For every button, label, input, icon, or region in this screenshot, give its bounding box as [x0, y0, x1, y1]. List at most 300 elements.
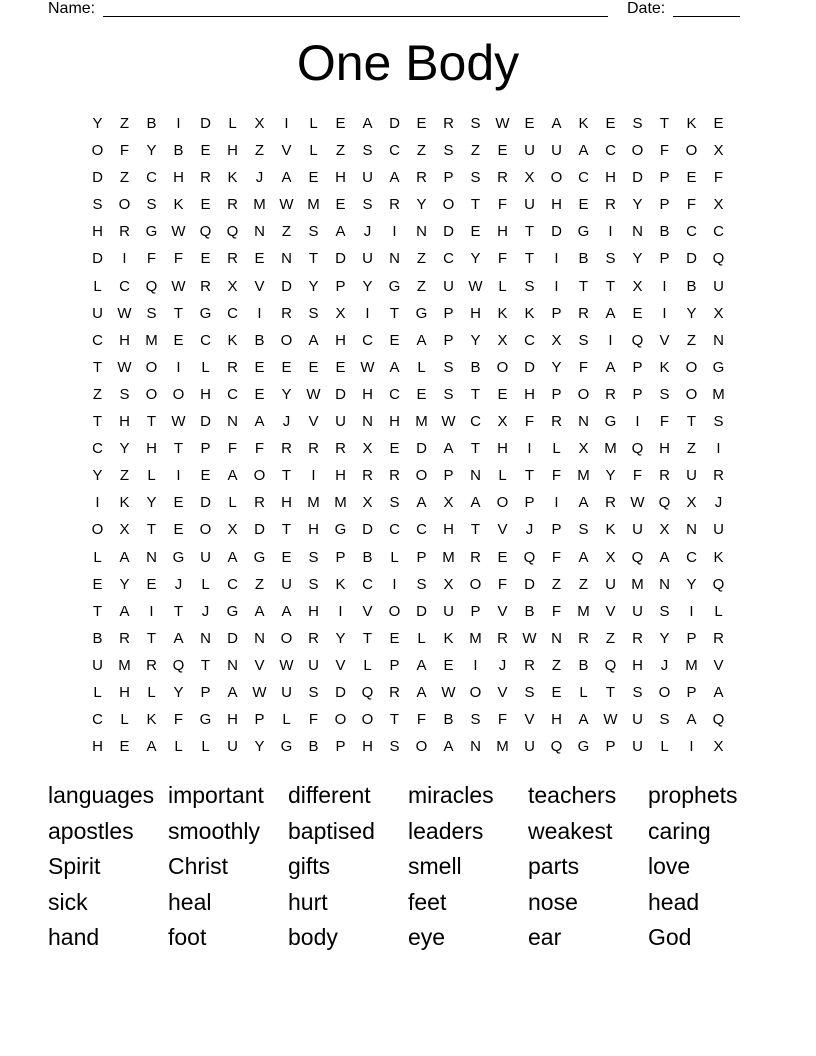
grid-letter[interactable]: J — [498, 656, 507, 674]
grid-letter[interactable]: E — [335, 358, 346, 376]
grid-letter[interactable]: F — [497, 250, 508, 268]
grid-letter[interactable]: X — [119, 521, 130, 539]
grid-letter[interactable]: V — [497, 683, 508, 701]
grid-letter[interactable]: I — [311, 467, 316, 485]
grid-letter[interactable]: U — [92, 304, 103, 322]
grid-letter[interactable]: T — [470, 196, 481, 214]
grid-letter[interactable]: A — [254, 413, 265, 431]
grid-letter[interactable]: N — [470, 738, 481, 756]
grid-letter[interactable]: P — [254, 711, 265, 729]
grid-letter[interactable]: I — [284, 115, 289, 132]
grid-letter[interactable]: S — [470, 169, 481, 187]
grid-letter[interactable]: H — [119, 331, 130, 349]
grid-letter[interactable]: U — [686, 467, 697, 485]
grid-letter[interactable]: I — [122, 250, 127, 268]
grid-letter[interactable]: S — [578, 331, 589, 349]
grid-letter[interactable]: G — [388, 277, 401, 295]
grid-letter[interactable]: H — [389, 413, 400, 431]
grid-letter[interactable]: I — [365, 304, 370, 322]
grid-letter[interactable]: V — [605, 602, 616, 620]
grid-letter[interactable]: L — [417, 358, 426, 376]
grid-letter[interactable]: F — [308, 711, 319, 729]
grid-letter[interactable]: U — [551, 142, 562, 160]
grid-letter[interactable]: Z — [281, 223, 292, 241]
grid-letter[interactable]: U — [281, 683, 292, 701]
grid-letter[interactable]: R — [146, 656, 157, 674]
grid-letter[interactable]: N — [254, 629, 265, 647]
grid-letter[interactable]: F — [173, 250, 184, 268]
grid-letter[interactable]: D — [335, 250, 346, 268]
grid-letter[interactable]: I — [554, 494, 559, 512]
grid-letter[interactable]: D — [254, 521, 265, 539]
grid-letter[interactable]: Y — [605, 467, 616, 485]
grid-letter[interactable]: M — [253, 196, 266, 214]
grid-letter[interactable]: A — [605, 358, 616, 376]
grid-letter[interactable]: R — [227, 250, 238, 268]
grid-letter[interactable]: L — [309, 142, 318, 160]
grid-letter[interactable]: O — [550, 169, 563, 187]
grid-letter[interactable]: I — [95, 494, 100, 512]
grid-letter[interactable]: Z — [254, 142, 265, 160]
grid-letter[interactable]: T — [200, 656, 211, 674]
grid-letter[interactable]: U — [362, 169, 373, 187]
grid-letter[interactable]: E — [119, 738, 130, 756]
grid-letter[interactable]: L — [147, 467, 156, 485]
grid-letter[interactable]: Y — [632, 196, 643, 214]
grid-letter[interactable]: Y — [308, 277, 319, 295]
grid-letter[interactable]: E — [281, 548, 292, 566]
grid-letter[interactable]: T — [92, 602, 103, 620]
grid-letter[interactable]: U — [632, 711, 643, 729]
grid-letter[interactable]: Y — [362, 277, 373, 295]
grid-letter[interactable]: F — [254, 440, 265, 458]
grid-letter[interactable]: C — [119, 277, 130, 295]
grid-letter[interactable]: E — [389, 331, 400, 349]
grid-letter[interactable]: Q — [145, 277, 158, 295]
grid-letter[interactable]: P — [443, 331, 454, 349]
grid-letter[interactable]: W — [630, 494, 645, 512]
grid-letter[interactable]: C — [92, 440, 103, 458]
grid-letter[interactable]: N — [470, 467, 481, 485]
grid-letter[interactable]: L — [552, 440, 561, 458]
grid-letter[interactable]: N — [713, 331, 724, 349]
grid-letter[interactable]: T — [524, 467, 535, 485]
grid-letter[interactable]: H — [119, 413, 130, 431]
grid-letter[interactable]: L — [201, 358, 210, 376]
grid-letter[interactable]: Z — [416, 250, 427, 268]
grid-letter[interactable]: T — [362, 629, 373, 647]
grid-letter[interactable]: V — [335, 656, 346, 674]
grid-letter[interactable]: W — [468, 277, 483, 295]
grid-letter[interactable]: L — [498, 277, 507, 295]
name-blank-line[interactable] — [103, 16, 608, 17]
grid-letter[interactable]: M — [577, 602, 590, 620]
grid-letter[interactable]: H — [335, 331, 346, 349]
grid-letter[interactable]: F — [659, 142, 670, 160]
grid-letter[interactable]: L — [660, 738, 669, 756]
grid-letter[interactable]: X — [713, 142, 724, 160]
grid-letter[interactable]: Z — [686, 440, 697, 458]
grid-letter[interactable]: T — [92, 413, 103, 431]
grid-letter[interactable]: E — [308, 169, 319, 187]
grid-letter[interactable]: F — [686, 196, 697, 214]
grid-letter[interactable]: Y — [119, 575, 130, 593]
grid-letter[interactable]: Y — [686, 304, 697, 322]
grid-letter[interactable]: A — [416, 656, 427, 674]
grid-letter[interactable]: R — [200, 169, 211, 187]
grid-letter[interactable]: E — [335, 115, 346, 132]
grid-letter[interactable]: Q — [604, 656, 617, 674]
grid-letter[interactable]: N — [578, 413, 589, 431]
grid-letter[interactable]: H — [173, 169, 184, 187]
grid-letter[interactable]: V — [281, 142, 292, 160]
grid-letter[interactable]: Y — [659, 629, 670, 647]
grid-letter[interactable]: L — [309, 115, 318, 132]
grid-letter[interactable]: Q — [631, 440, 644, 458]
grid-letter[interactable]: X — [605, 548, 616, 566]
grid-letter[interactable]: T — [146, 629, 157, 647]
grid-letter[interactable]: G — [199, 711, 212, 729]
grid-letter[interactable]: L — [201, 575, 210, 593]
grid-letter[interactable]: Q — [631, 548, 644, 566]
grid-letter[interactable]: K — [524, 304, 535, 322]
grid-letter[interactable]: D — [632, 169, 643, 187]
grid-letter[interactable]: P — [551, 385, 562, 403]
grid-letter[interactable]: O — [577, 385, 590, 403]
grid-letter[interactable]: E — [254, 385, 265, 403]
grid-letter[interactable]: E — [254, 358, 265, 376]
grid-letter[interactable]: L — [417, 629, 426, 647]
grid-letter[interactable]: Z — [578, 575, 589, 593]
grid-letter[interactable]: R — [281, 304, 292, 322]
grid-letter[interactable]: H — [92, 223, 103, 241]
grid-letter[interactable]: M — [685, 656, 698, 674]
grid-letter[interactable]: P — [416, 548, 427, 566]
grid-letter[interactable]: I — [176, 115, 181, 132]
grid-letter[interactable]: X — [227, 277, 238, 295]
grid-letter[interactable]: H — [308, 602, 319, 620]
grid-letter[interactable]: I — [176, 467, 181, 485]
grid-letter[interactable]: Q — [172, 656, 185, 674]
grid-letter[interactable]: C — [227, 575, 238, 593]
grid-letter[interactable]: T — [659, 115, 670, 132]
grid-letter[interactable]: H — [605, 169, 616, 187]
grid-letter[interactable]: V — [659, 331, 670, 349]
grid-letter[interactable]: R — [281, 440, 292, 458]
grid-letter[interactable]: T — [173, 304, 184, 322]
grid-letter[interactable]: H — [92, 738, 103, 756]
grid-letter[interactable]: W — [441, 413, 456, 431]
grid-letter[interactable]: O — [91, 142, 104, 160]
grid-letter[interactable]: E — [470, 223, 481, 241]
grid-letter[interactable]: I — [554, 250, 559, 268]
grid-letter[interactable]: B — [686, 277, 697, 295]
grid-letter[interactable]: A — [146, 738, 157, 756]
grid-letter[interactable]: A — [578, 548, 589, 566]
grid-letter[interactable]: O — [199, 521, 212, 539]
grid-letter[interactable]: S — [389, 738, 400, 756]
grid-letter[interactable]: S — [659, 711, 670, 729]
grid-letter[interactable]: C — [416, 521, 427, 539]
grid-letter[interactable]: Y — [632, 250, 643, 268]
grid-letter[interactable]: E — [497, 548, 508, 566]
grid-letter[interactable]: Q — [361, 683, 374, 701]
grid-letter[interactable]: A — [443, 440, 454, 458]
grid-letter[interactable]: A — [281, 602, 292, 620]
grid-letter[interactable]: I — [608, 331, 613, 349]
grid-letter[interactable]: X — [632, 277, 643, 295]
grid-letter[interactable]: A — [605, 304, 616, 322]
grid-letter[interactable]: M — [469, 629, 482, 647]
grid-letter[interactable]: O — [685, 358, 698, 376]
grid-letter[interactable]: S — [443, 385, 454, 403]
date-blank-line[interactable] — [673, 16, 740, 17]
grid-letter[interactable]: W — [279, 656, 294, 674]
grid-letter[interactable]: E — [92, 575, 103, 593]
grid-letter[interactable]: P — [200, 440, 211, 458]
grid-letter[interactable]: S — [362, 196, 373, 214]
grid-letter[interactable]: R — [578, 304, 589, 322]
grid-letter[interactable]: X — [497, 413, 508, 431]
grid-letter[interactable]: H — [362, 738, 373, 756]
grid-letter[interactable]: P — [551, 521, 562, 539]
grid-letter[interactable]: H — [335, 467, 346, 485]
grid-letter[interactable]: P — [605, 738, 616, 756]
grid-letter[interactable]: L — [120, 711, 129, 729]
grid-letter[interactable]: X — [362, 494, 373, 512]
grid-letter[interactable]: O — [280, 331, 293, 349]
grid-letter[interactable]: Z — [551, 575, 562, 593]
grid-letter[interactable]: S — [632, 683, 643, 701]
grid-letter[interactable]: S — [524, 277, 535, 295]
grid-letter[interactable]: S — [659, 385, 670, 403]
grid-letter[interactable]: R — [119, 223, 130, 241]
grid-letter[interactable]: Q — [658, 494, 671, 512]
grid-letter[interactable]: B — [659, 223, 670, 241]
grid-letter[interactable]: K — [146, 711, 157, 729]
grid-letter[interactable]: F — [551, 548, 562, 566]
grid-letter[interactable]: U — [281, 575, 292, 593]
grid-letter[interactable]: O — [685, 385, 698, 403]
grid-letter[interactable]: W — [279, 196, 294, 214]
grid-letter[interactable]: M — [307, 494, 320, 512]
grid-letter[interactable]: A — [227, 548, 238, 566]
grid-letter[interactable]: H — [362, 385, 373, 403]
grid-letter[interactable]: D — [200, 494, 211, 512]
grid-letter[interactable]: N — [389, 250, 400, 268]
grid-letter[interactable]: M — [307, 196, 320, 214]
grid-letter[interactable]: E — [524, 115, 535, 132]
grid-letter[interactable]: K — [686, 115, 697, 132]
grid-letter[interactable]: Y — [470, 250, 481, 268]
grid-letter[interactable]: S — [632, 115, 643, 132]
grid-letter[interactable]: F — [659, 413, 670, 431]
grid-letter[interactable]: E — [497, 142, 508, 160]
grid-letter[interactable]: A — [362, 115, 373, 132]
grid-letter[interactable]: X — [227, 521, 238, 539]
grid-letter[interactable]: R — [308, 440, 319, 458]
grid-letter[interactable]: R — [335, 440, 346, 458]
grid-letter[interactable]: V — [713, 656, 724, 674]
grid-letter[interactable]: N — [146, 548, 157, 566]
grid-letter[interactable]: E — [551, 683, 562, 701]
grid-letter[interactable]: U — [632, 602, 643, 620]
grid-letter[interactable]: W — [360, 358, 375, 376]
grid-letter[interactable]: E — [173, 331, 184, 349]
grid-letter[interactable]: U — [308, 656, 319, 674]
grid-letter[interactable]: O — [280, 629, 293, 647]
grid-letter[interactable]: Y — [470, 331, 481, 349]
grid-letter[interactable]: H — [551, 711, 562, 729]
grid-letter[interactable]: E — [254, 250, 265, 268]
grid-letter[interactable]: T — [605, 683, 616, 701]
grid-letter[interactable]: D — [524, 575, 535, 593]
grid-letter[interactable]: C — [470, 413, 481, 431]
grid-letter[interactable]: R — [362, 467, 373, 485]
grid-letter[interactable]: I — [149, 602, 154, 620]
grid-letter[interactable]: A — [173, 629, 184, 647]
grid-letter[interactable]: R — [659, 467, 670, 485]
grid-letter[interactable]: Y — [281, 385, 292, 403]
grid-letter[interactable]: E — [389, 440, 400, 458]
grid-letter[interactable]: Q — [550, 738, 563, 756]
grid-letter[interactable]: V — [254, 656, 265, 674]
grid-letter[interactable]: L — [147, 683, 156, 701]
grid-letter[interactable]: N — [281, 250, 292, 268]
grid-letter[interactable]: R — [497, 169, 508, 187]
grid-letter[interactable]: O — [469, 683, 482, 701]
grid-letter[interactable]: V — [524, 711, 535, 729]
grid-letter[interactable]: S — [308, 683, 319, 701]
grid-letter[interactable]: Y — [146, 142, 157, 160]
grid-letter[interactable]: U — [362, 250, 373, 268]
grid-letter[interactable]: R — [227, 358, 238, 376]
grid-letter[interactable]: Y — [173, 683, 184, 701]
grid-letter[interactable]: A — [254, 602, 265, 620]
grid-letter[interactable]: Z — [416, 142, 427, 160]
grid-letter[interactable]: E — [200, 196, 211, 214]
grid-letter[interactable]: M — [577, 467, 590, 485]
grid-letter[interactable]: D — [92, 169, 103, 187]
grid-letter[interactable]: P — [443, 304, 454, 322]
grid-letter[interactable]: F — [119, 142, 130, 160]
grid-letter[interactable]: C — [389, 385, 400, 403]
grid-letter[interactable]: R — [308, 629, 319, 647]
grid-letter[interactable]: X — [362, 440, 373, 458]
grid-letter[interactable]: R — [254, 494, 265, 512]
grid-letter[interactable]: V — [497, 521, 508, 539]
grid-letter[interactable]: E — [497, 385, 508, 403]
grid-letter[interactable]: S — [470, 115, 481, 132]
grid-letter[interactable]: E — [146, 575, 157, 593]
grid-letter[interactable]: T — [389, 711, 400, 729]
grid-letter[interactable]: O — [334, 711, 347, 729]
grid-letter[interactable]: G — [577, 223, 590, 241]
grid-letter[interactable]: M — [496, 738, 509, 756]
grid-letter[interactable]: M — [712, 385, 725, 403]
grid-letter[interactable]: R — [497, 629, 508, 647]
grid-letter[interactable]: A — [389, 169, 400, 187]
grid-letter[interactable]: P — [686, 629, 697, 647]
grid-letter[interactable]: X — [659, 521, 670, 539]
grid-letter[interactable]: Y — [335, 629, 346, 647]
grid-letter[interactable]: L — [390, 548, 399, 566]
grid-letter[interactable]: I — [392, 575, 397, 593]
grid-letter[interactable]: G — [172, 548, 185, 566]
grid-letter[interactable]: Q — [712, 575, 725, 593]
grid-letter[interactable]: U — [443, 277, 454, 295]
grid-letter[interactable]: S — [119, 385, 130, 403]
grid-letter[interactable]: G — [577, 738, 590, 756]
grid-letter[interactable]: X — [524, 169, 535, 187]
grid-letter[interactable]: Y — [92, 115, 103, 132]
grid-letter[interactable]: R — [389, 196, 400, 214]
grid-letter[interactable]: T — [146, 413, 157, 431]
grid-letter[interactable]: M — [442, 548, 455, 566]
grid-letter[interactable]: R — [227, 196, 238, 214]
grid-letter[interactable]: L — [579, 683, 588, 701]
grid-letter[interactable]: E — [335, 196, 346, 214]
grid-letter[interactable]: N — [254, 223, 265, 241]
grid-letter[interactable]: J — [363, 223, 372, 241]
grid-letter[interactable]: Y — [119, 440, 130, 458]
grid-letter[interactable]: Q — [712, 250, 725, 268]
grid-letter[interactable]: S — [389, 494, 400, 512]
grid-letter[interactable]: Z — [119, 115, 130, 132]
grid-letter[interactable]: G — [604, 413, 617, 431]
grid-letter[interactable]: G — [145, 223, 158, 241]
grid-letter[interactable]: S — [524, 683, 535, 701]
grid-letter[interactable]: J — [174, 575, 183, 593]
grid-letter[interactable]: P — [335, 738, 346, 756]
grid-letter[interactable]: J — [714, 494, 723, 512]
grid-letter[interactable]: Y — [92, 467, 103, 485]
grid-letter[interactable]: K — [713, 548, 724, 566]
grid-letter[interactable]: R — [713, 629, 724, 647]
grid-letter[interactable]: Y — [254, 738, 265, 756]
grid-letter[interactable]: J — [525, 521, 534, 539]
grid-letter[interactable]: O — [361, 711, 374, 729]
grid-letter[interactable]: Z — [416, 277, 427, 295]
grid-letter[interactable]: E — [713, 115, 724, 132]
grid-letter[interactable]: I — [635, 413, 640, 431]
grid-letter[interactable]: N — [200, 629, 211, 647]
grid-letter[interactable]: S — [308, 575, 319, 593]
grid-letter[interactable]: Y — [686, 575, 697, 593]
grid-letter[interactable]: T — [605, 277, 616, 295]
grid-letter[interactable]: C — [92, 711, 103, 729]
grid-letter[interactable]: T — [470, 521, 481, 539]
grid-letter[interactable]: Q — [199, 223, 212, 241]
grid-letter[interactable]: C — [389, 521, 400, 539]
grid-letter[interactable]: W — [522, 629, 537, 647]
grid-letter[interactable]: X — [335, 304, 346, 322]
grid-letter[interactable]: O — [145, 358, 158, 376]
grid-letter[interactable]: F — [713, 169, 724, 187]
grid-letter[interactable]: F — [551, 467, 562, 485]
grid-letter[interactable]: B — [173, 142, 184, 160]
grid-letter[interactable]: X — [497, 331, 508, 349]
grid-letter[interactable]: R — [605, 196, 616, 214]
grid-letter[interactable]: D — [416, 602, 427, 620]
grid-letter[interactable]: F — [632, 467, 643, 485]
grid-letter[interactable]: D — [200, 115, 211, 132]
grid-letter[interactable]: V — [362, 602, 373, 620]
grid-letter[interactable]: F — [497, 575, 508, 593]
grid-letter[interactable]: A — [578, 494, 589, 512]
grid-letter[interactable]: U — [524, 142, 535, 160]
grid-letter[interactable]: C — [227, 304, 238, 322]
